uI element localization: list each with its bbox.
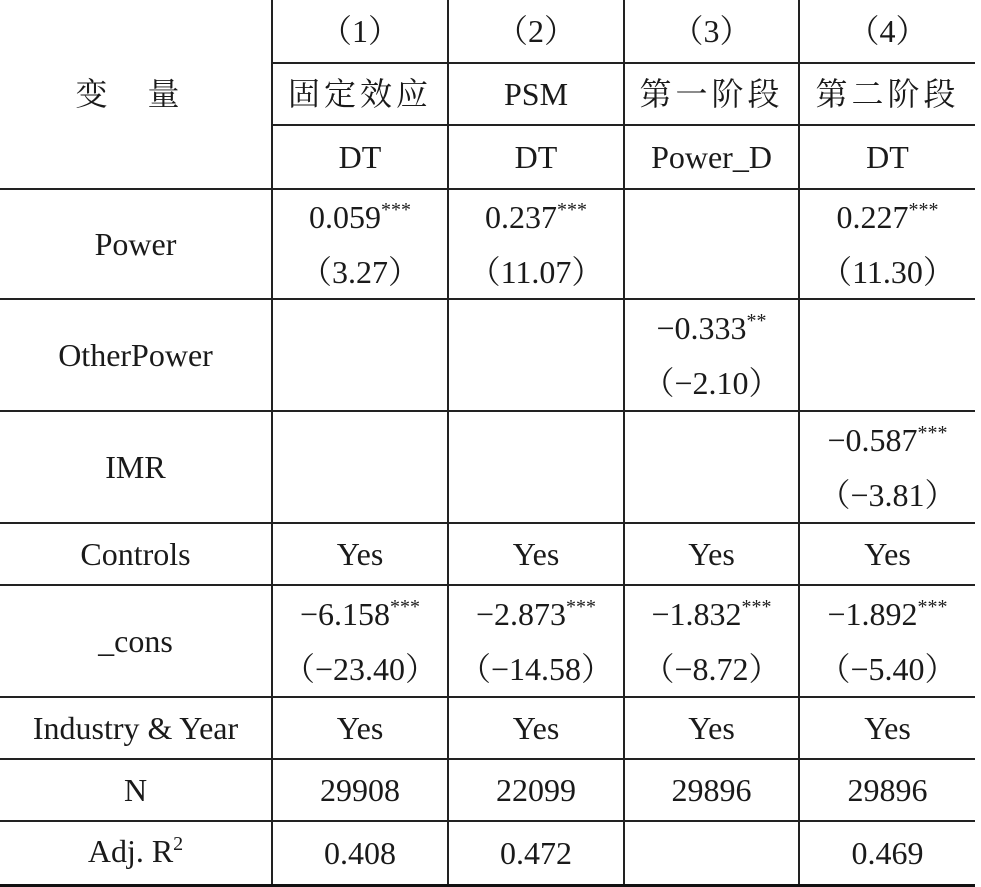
table-cell: Yes [624,523,799,585]
table-cell: Yes [799,697,975,759]
coef-value: 0.237 [485,198,557,235]
col-method-4: 第二阶段 [799,63,975,125]
table-cell: 0.472 [448,821,624,886]
coef-value: −2.873 [475,595,567,632]
col-depvar-1: DT [272,125,448,189]
row-label: _cons [0,585,272,697]
t-stat: （−8.72） [642,650,781,687]
variable-header-label: 变 量 [75,76,196,112]
row-label: Power [0,189,272,299]
row-label: IMR [0,411,272,523]
coef-cell-empty [799,299,975,411]
coef-cell-empty [448,411,624,523]
row-label: N [0,759,272,821]
row-label: Controls [0,523,272,585]
row-label: OtherPower [0,299,272,411]
coef-cell-empty [272,411,448,523]
col-method-2: PSM [448,63,624,125]
header-row-col-numbers [0,0,975,63]
table-cell: Yes [448,523,624,585]
coef-value: −6.158 [299,595,391,632]
table-row-adj-r2 [0,821,975,886]
table-row-n [0,759,975,821]
table-cell: 0.408 [272,821,448,886]
significance-stars: *** [908,198,939,221]
col-number-2: （2） [448,0,624,63]
coef-cell [799,585,975,697]
significance-stars: *** [557,198,587,221]
significance-stars: ** [746,309,767,332]
coef-value: −1.892 [827,595,918,632]
col-number-4: （4） [799,0,975,63]
significance-stars: *** [917,421,948,444]
significance-stars: *** [917,595,948,618]
t-stat: （−23.40） [282,650,438,687]
coef-cell [624,585,799,697]
col-depvar-2: DT [448,125,624,189]
t-stat: （−3.81） [818,476,957,513]
table-cell: 29896 [624,759,799,821]
table-row-imr [0,411,975,523]
coef-cell [624,299,799,411]
table-cell: Yes [799,523,975,585]
t-stat: （11.30） [820,253,955,290]
coef-value: −0.587 [827,421,918,458]
table-cell: Yes [448,697,624,759]
t-stat: （−2.10） [642,364,781,401]
col-number-1: （1） [272,0,448,63]
table-row-controls [0,523,975,585]
row-label [0,821,272,886]
significance-stars: *** [566,595,597,618]
row-label-superscript: 2 [173,832,184,855]
table-cell: 29896 [799,759,975,821]
table-row-otherpower [0,299,975,411]
coef-cell [448,189,624,299]
table-cell: 22099 [448,759,624,821]
table-cell: 29908 [272,759,448,821]
col-number-3: （3） [624,0,799,63]
coef-cell-empty [624,411,799,523]
coef-cell-empty [448,299,624,411]
coef-cell [448,585,624,697]
coef-cell-empty [272,299,448,411]
t-stat: （−14.58） [458,650,614,687]
table-cell: 0.469 [799,821,975,886]
coef-value: 0.227 [836,198,909,235]
coef-cell-empty [624,189,799,299]
coef-value: −0.333 [656,309,747,346]
table-cell: Yes [272,523,448,585]
coef-cell [272,189,448,299]
coef-value: −1.832 [651,595,742,632]
significance-stars: *** [381,198,411,221]
col-method-1: 固定效应 [272,63,448,125]
t-stat: （11.07） [468,253,604,290]
table-cell: Yes [272,697,448,759]
significance-stars: *** [390,595,421,618]
row-label-base: Adj. R [87,832,174,869]
table-cell [624,821,799,886]
table-row-cons [0,585,975,697]
coef-cell [799,411,975,523]
col-depvar-3: Power_D [624,125,799,189]
col-depvar-4: DT [799,125,975,189]
t-stat: （3.27） [299,253,420,290]
t-stat: （−5.40） [818,650,957,687]
coef-value: 0.059 [309,198,381,235]
variable-header [0,0,272,189]
row-label: Industry & Year [0,697,272,759]
coef-cell [799,189,975,299]
col-method-3: 第一阶段 [624,63,799,125]
significance-stars: *** [741,595,772,618]
table-row-power [0,189,975,299]
table-row-industry-year [0,697,975,759]
coef-cell [272,585,448,697]
table-cell: Yes [624,697,799,759]
